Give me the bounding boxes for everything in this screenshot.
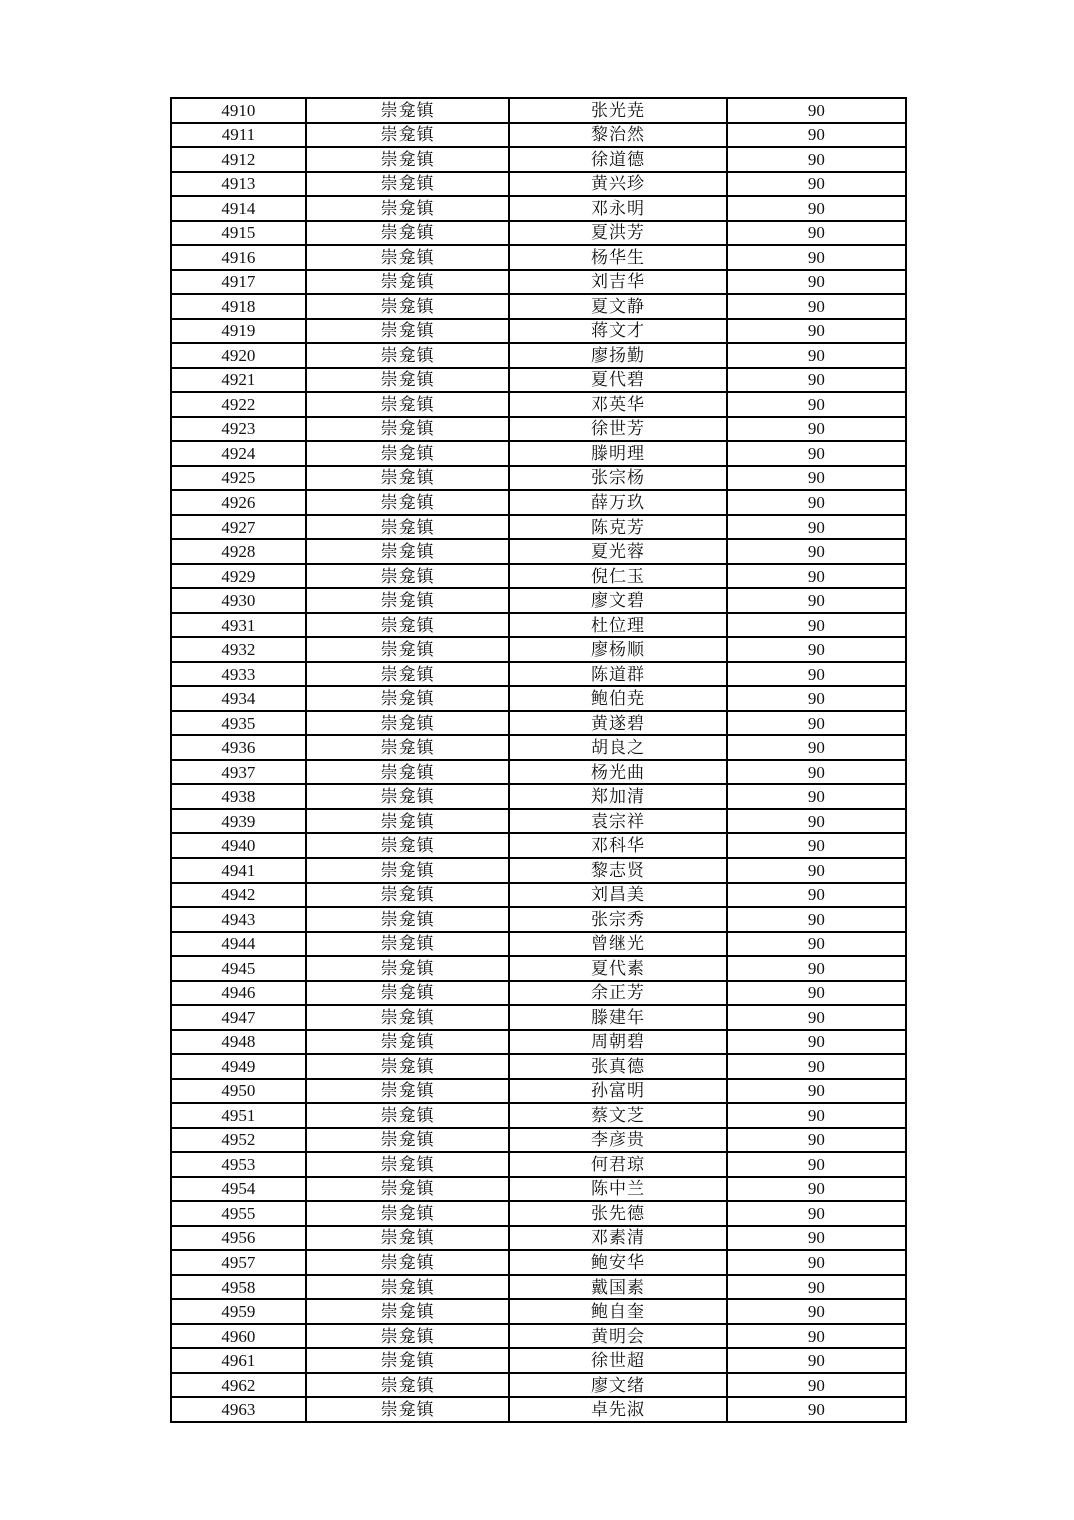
- cell-serial-number: 4911: [171, 123, 306, 148]
- cell-score: 90: [727, 1226, 906, 1251]
- cell-serial-number: 4934: [171, 686, 306, 711]
- table-row: [171, 294, 906, 319]
- cell-score: 90: [727, 98, 906, 123]
- cell-town-name: 崇龛镇: [306, 490, 510, 515]
- cell-score: 90: [727, 907, 906, 932]
- table-row: [171, 760, 906, 785]
- table-row: [171, 662, 906, 687]
- cell-serial-number: 4949: [171, 1054, 306, 1079]
- cell-person-name: 黄遂碧: [509, 711, 726, 736]
- table-row: [171, 245, 906, 270]
- cell-serial-number: 4919: [171, 319, 306, 344]
- cell-town-name: 崇龛镇: [306, 270, 510, 295]
- cell-serial-number: 4937: [171, 760, 306, 785]
- cell-town-name: 崇龛镇: [306, 1201, 510, 1226]
- cell-serial-number: 4954: [171, 1177, 306, 1202]
- table-row: [171, 907, 906, 932]
- table-row: [171, 1348, 906, 1373]
- table-row: [171, 1152, 906, 1177]
- cell-person-name: 夏光蓉: [509, 539, 726, 564]
- cell-person-name: 何君琼: [509, 1152, 726, 1177]
- table-row: [171, 637, 906, 662]
- cell-person-name: 黄明会: [509, 1324, 726, 1349]
- table-row: [171, 490, 906, 515]
- cell-town-name: 崇龛镇: [306, 1005, 510, 1030]
- cell-serial-number: 4924: [171, 441, 306, 466]
- cell-person-name: 刘吉华: [509, 270, 726, 295]
- cell-town-name: 崇龛镇: [306, 809, 510, 834]
- cell-score: 90: [727, 833, 906, 858]
- cell-score: 90: [727, 1079, 906, 1104]
- cell-person-name: 杨华生: [509, 245, 726, 270]
- cell-town-name: 崇龛镇: [306, 637, 510, 662]
- table-row: [171, 147, 906, 172]
- cell-town-name: 崇龛镇: [306, 1250, 510, 1275]
- cell-person-name: 杜位理: [509, 613, 726, 638]
- cell-person-name: 张真德: [509, 1054, 726, 1079]
- table-row: [171, 833, 906, 858]
- cell-score: 90: [727, 1128, 906, 1153]
- cell-score: 90: [727, 711, 906, 736]
- cell-score: 90: [727, 1030, 906, 1055]
- table-row: [171, 784, 906, 809]
- cell-person-name: 卓先淑: [509, 1397, 726, 1422]
- cell-serial-number: 4926: [171, 490, 306, 515]
- cell-town-name: 崇龛镇: [306, 1373, 510, 1398]
- cell-score: 90: [727, 956, 906, 981]
- cell-score: 90: [727, 1250, 906, 1275]
- table-row: [171, 515, 906, 540]
- cell-score: 90: [727, 466, 906, 491]
- table-row: [171, 932, 906, 957]
- cell-serial-number: 4957: [171, 1250, 306, 1275]
- cell-score: 90: [727, 196, 906, 221]
- cell-person-name: 蔡文芝: [509, 1103, 726, 1128]
- cell-score: 90: [727, 343, 906, 368]
- cell-town-name: 崇龛镇: [306, 245, 510, 270]
- table-row: [171, 1005, 906, 1030]
- cell-town-name: 崇龛镇: [306, 1397, 510, 1422]
- cell-serial-number: 4942: [171, 883, 306, 908]
- cell-person-name: 邓英华: [509, 392, 726, 417]
- cell-serial-number: 4927: [171, 515, 306, 540]
- cell-score: 90: [727, 883, 906, 908]
- cell-score: 90: [727, 123, 906, 148]
- cell-serial-number: 4928: [171, 539, 306, 564]
- cell-score: 90: [727, 172, 906, 197]
- cell-serial-number: 4962: [171, 1373, 306, 1398]
- cell-person-name: 杨光曲: [509, 760, 726, 785]
- cell-score: 90: [727, 319, 906, 344]
- cell-score: 90: [727, 981, 906, 1006]
- table-row: [171, 172, 906, 197]
- table-row: [171, 1299, 906, 1324]
- cell-serial-number: 4945: [171, 956, 306, 981]
- cell-serial-number: 4913: [171, 172, 306, 197]
- cell-serial-number: 4915: [171, 221, 306, 246]
- table-row: [171, 1103, 906, 1128]
- cell-town-name: 崇龛镇: [306, 613, 510, 638]
- table-row: [171, 466, 906, 491]
- cell-town-name: 崇龛镇: [306, 123, 510, 148]
- cell-town-name: 崇龛镇: [306, 564, 510, 589]
- cell-score: 90: [727, 245, 906, 270]
- cell-score: 90: [727, 662, 906, 687]
- cell-town-name: 崇龛镇: [306, 858, 510, 883]
- cell-serial-number: 4916: [171, 245, 306, 270]
- cell-serial-number: 4910: [171, 98, 306, 123]
- cell-serial-number: 4914: [171, 196, 306, 221]
- cell-serial-number: 4931: [171, 613, 306, 638]
- cell-person-name: 邓素清: [509, 1226, 726, 1251]
- cell-score: 90: [727, 1373, 906, 1398]
- cell-score: 90: [727, 417, 906, 442]
- table-row: [171, 1177, 906, 1202]
- cell-person-name: 陈道群: [509, 662, 726, 687]
- table-row: [171, 319, 906, 344]
- cell-town-name: 崇龛镇: [306, 147, 510, 172]
- table-row: [171, 221, 906, 246]
- cell-serial-number: 4951: [171, 1103, 306, 1128]
- cell-town-name: 崇龛镇: [306, 196, 510, 221]
- cell-person-name: 邓科华: [509, 833, 726, 858]
- cell-score: 90: [727, 1275, 906, 1300]
- table-row: [171, 539, 906, 564]
- cell-person-name: 廖杨顺: [509, 637, 726, 662]
- cell-person-name: 戴国素: [509, 1275, 726, 1300]
- cell-serial-number: 4960: [171, 1324, 306, 1349]
- cell-serial-number: 4953: [171, 1152, 306, 1177]
- table-row: [171, 735, 906, 760]
- cell-person-name: 徐道德: [509, 147, 726, 172]
- cell-serial-number: 4930: [171, 588, 306, 613]
- cell-person-name: 余正芳: [509, 981, 726, 1006]
- table-row: [171, 858, 906, 883]
- cell-town-name: 崇龛镇: [306, 172, 510, 197]
- cell-person-name: 张宗杨: [509, 466, 726, 491]
- cell-serial-number: 4958: [171, 1275, 306, 1300]
- cell-town-name: 崇龛镇: [306, 1079, 510, 1104]
- cell-serial-number: 4920: [171, 343, 306, 368]
- cell-score: 90: [727, 784, 906, 809]
- cell-town-name: 崇龛镇: [306, 1348, 510, 1373]
- cell-town-name: 崇龛镇: [306, 221, 510, 246]
- cell-serial-number: 4935: [171, 711, 306, 736]
- cell-person-name: 徐世芳: [509, 417, 726, 442]
- cell-score: 90: [727, 539, 906, 564]
- cell-score: 90: [727, 294, 906, 319]
- cell-score: 90: [727, 1397, 906, 1422]
- cell-town-name: 崇龛镇: [306, 539, 510, 564]
- cell-person-name: 陈克芳: [509, 515, 726, 540]
- table-row: [171, 98, 906, 123]
- cell-person-name: 胡良之: [509, 735, 726, 760]
- cell-person-name: 袁宗祥: [509, 809, 726, 834]
- cell-serial-number: 4918: [171, 294, 306, 319]
- cell-serial-number: 4922: [171, 392, 306, 417]
- cell-town-name: 崇龛镇: [306, 588, 510, 613]
- cell-town-name: 崇龛镇: [306, 441, 510, 466]
- cell-person-name: 夏代碧: [509, 368, 726, 393]
- cell-score: 90: [727, 809, 906, 834]
- table-row: [171, 1275, 906, 1300]
- cell-score: 90: [727, 441, 906, 466]
- cell-town-name: 崇龛镇: [306, 515, 510, 540]
- cell-score: 90: [727, 221, 906, 246]
- cell-person-name: 徐世超: [509, 1348, 726, 1373]
- cell-person-name: 李彦贵: [509, 1128, 726, 1153]
- cell-score: 90: [727, 637, 906, 662]
- cell-person-name: 廖扬勤: [509, 343, 726, 368]
- table-row: [171, 588, 906, 613]
- cell-serial-number: 4929: [171, 564, 306, 589]
- cell-person-name: 张光尭: [509, 98, 726, 123]
- cell-score: 90: [727, 368, 906, 393]
- cell-town-name: 崇龛镇: [306, 1299, 510, 1324]
- cell-person-name: 鲍伯尭: [509, 686, 726, 711]
- cell-serial-number: 4912: [171, 147, 306, 172]
- cell-serial-number: 4950: [171, 1079, 306, 1104]
- cell-serial-number: 4963: [171, 1397, 306, 1422]
- table-row: [171, 1324, 906, 1349]
- table-row: [171, 392, 906, 417]
- data-table: [170, 97, 907, 1423]
- table-row: [171, 809, 906, 834]
- cell-town-name: 崇龛镇: [306, 319, 510, 344]
- cell-person-name: 郑加清: [509, 784, 726, 809]
- cell-town-name: 崇龛镇: [306, 1177, 510, 1202]
- cell-town-name: 崇龛镇: [306, 368, 510, 393]
- cell-score: 90: [727, 588, 906, 613]
- cell-town-name: 崇龛镇: [306, 1103, 510, 1128]
- table-row: [171, 1128, 906, 1153]
- cell-town-name: 崇龛镇: [306, 735, 510, 760]
- table-body: [171, 98, 906, 1422]
- cell-town-name: 崇龛镇: [306, 883, 510, 908]
- cell-town-name: 崇龛镇: [306, 907, 510, 932]
- cell-person-name: 张宗秀: [509, 907, 726, 932]
- cell-person-name: 张先德: [509, 1201, 726, 1226]
- cell-town-name: 崇龛镇: [306, 1324, 510, 1349]
- cell-serial-number: 4948: [171, 1030, 306, 1055]
- cell-serial-number: 4921: [171, 368, 306, 393]
- table-row: [171, 1030, 906, 1055]
- table-row: [171, 441, 906, 466]
- cell-town-name: 崇龛镇: [306, 294, 510, 319]
- cell-score: 90: [727, 760, 906, 785]
- cell-score: 90: [727, 858, 906, 883]
- cell-score: 90: [727, 1348, 906, 1373]
- cell-town-name: 崇龛镇: [306, 981, 510, 1006]
- cell-serial-number: 4961: [171, 1348, 306, 1373]
- table-row: [171, 417, 906, 442]
- cell-score: 90: [727, 613, 906, 638]
- cell-town-name: 崇龛镇: [306, 1128, 510, 1153]
- cell-serial-number: 4946: [171, 981, 306, 1006]
- cell-town-name: 崇龛镇: [306, 417, 510, 442]
- cell-person-name: 孙富明: [509, 1079, 726, 1104]
- cell-person-name: 倪仁玉: [509, 564, 726, 589]
- table-row: [171, 343, 906, 368]
- cell-serial-number: 4938: [171, 784, 306, 809]
- cell-town-name: 崇龛镇: [306, 784, 510, 809]
- cell-serial-number: 4917: [171, 270, 306, 295]
- cell-person-name: 黎志贤: [509, 858, 726, 883]
- cell-town-name: 崇龛镇: [306, 1226, 510, 1251]
- cell-town-name: 崇龛镇: [306, 1030, 510, 1055]
- cell-serial-number: 4943: [171, 907, 306, 932]
- cell-score: 90: [727, 1324, 906, 1349]
- cell-score: 90: [727, 686, 906, 711]
- cell-serial-number: 4936: [171, 735, 306, 760]
- cell-score: 90: [727, 1299, 906, 1324]
- cell-serial-number: 4944: [171, 932, 306, 957]
- cell-serial-number: 4956: [171, 1226, 306, 1251]
- cell-town-name: 崇龛镇: [306, 343, 510, 368]
- cell-score: 90: [727, 490, 906, 515]
- cell-town-name: 崇龛镇: [306, 662, 510, 687]
- table-row: [171, 711, 906, 736]
- cell-town-name: 崇龛镇: [306, 1275, 510, 1300]
- table-row: [171, 1397, 906, 1422]
- cell-town-name: 崇龛镇: [306, 686, 510, 711]
- cell-person-name: 刘昌美: [509, 883, 726, 908]
- cell-person-name: 薛万玖: [509, 490, 726, 515]
- cell-person-name: 陈中兰: [509, 1177, 726, 1202]
- cell-score: 90: [727, 515, 906, 540]
- table-row: [171, 981, 906, 1006]
- table-row: [171, 196, 906, 221]
- table-row: [171, 123, 906, 148]
- cell-score: 90: [727, 1054, 906, 1079]
- cell-serial-number: 4952: [171, 1128, 306, 1153]
- cell-score: 90: [727, 932, 906, 957]
- cell-person-name: 鲍自奎: [509, 1299, 726, 1324]
- cell-person-name: 廖文绪: [509, 1373, 726, 1398]
- cell-serial-number: 4940: [171, 833, 306, 858]
- cell-town-name: 崇龛镇: [306, 392, 510, 417]
- cell-score: 90: [727, 147, 906, 172]
- cell-score: 90: [727, 270, 906, 295]
- cell-serial-number: 4959: [171, 1299, 306, 1324]
- cell-score: 90: [727, 392, 906, 417]
- cell-person-name: 廖文碧: [509, 588, 726, 613]
- cell-town-name: 崇龛镇: [306, 760, 510, 785]
- table-row: [171, 368, 906, 393]
- cell-town-name: 崇龛镇: [306, 932, 510, 957]
- cell-person-name: 黎治然: [509, 123, 726, 148]
- table-row: [171, 956, 906, 981]
- cell-person-name: 滕建年: [509, 1005, 726, 1030]
- cell-serial-number: 4932: [171, 637, 306, 662]
- table-row: [171, 686, 906, 711]
- cell-town-name: 崇龛镇: [306, 466, 510, 491]
- cell-person-name: 夏文静: [509, 294, 726, 319]
- cell-town-name: 崇龛镇: [306, 98, 510, 123]
- table-row: [171, 1373, 906, 1398]
- cell-person-name: 曾继光: [509, 932, 726, 957]
- cell-serial-number: 4947: [171, 1005, 306, 1030]
- cell-score: 90: [727, 1201, 906, 1226]
- cell-town-name: 崇龛镇: [306, 1054, 510, 1079]
- cell-town-name: 崇龛镇: [306, 956, 510, 981]
- cell-person-name: 鲍安华: [509, 1250, 726, 1275]
- cell-serial-number: 4925: [171, 466, 306, 491]
- table-row: [171, 1079, 906, 1104]
- table-row: [171, 1250, 906, 1275]
- cell-score: 90: [727, 564, 906, 589]
- cell-town-name: 崇龛镇: [306, 711, 510, 736]
- table-row: [171, 883, 906, 908]
- table-row: [171, 1226, 906, 1251]
- table-row: [171, 613, 906, 638]
- cell-person-name: 邓永明: [509, 196, 726, 221]
- cell-person-name: 滕明理: [509, 441, 726, 466]
- table-row: [171, 270, 906, 295]
- cell-town-name: 崇龛镇: [306, 833, 510, 858]
- cell-town-name: 崇龛镇: [306, 1152, 510, 1177]
- cell-person-name: 夏代素: [509, 956, 726, 981]
- cell-score: 90: [727, 1177, 906, 1202]
- table-row: [171, 564, 906, 589]
- cell-person-name: 夏洪芳: [509, 221, 726, 246]
- cell-person-name: 黄兴珍: [509, 172, 726, 197]
- table-row: [171, 1201, 906, 1226]
- cell-score: 90: [727, 735, 906, 760]
- cell-serial-number: 4933: [171, 662, 306, 687]
- cell-serial-number: 4941: [171, 858, 306, 883]
- cell-score: 90: [727, 1103, 906, 1128]
- cell-score: 90: [727, 1005, 906, 1030]
- cell-person-name: 蒋文才: [509, 319, 726, 344]
- cell-serial-number: 4939: [171, 809, 306, 834]
- cell-serial-number: 4923: [171, 417, 306, 442]
- cell-score: 90: [727, 1152, 906, 1177]
- cell-serial-number: 4955: [171, 1201, 306, 1226]
- cell-person-name: 周朝碧: [509, 1030, 726, 1055]
- table-row: [171, 1054, 906, 1079]
